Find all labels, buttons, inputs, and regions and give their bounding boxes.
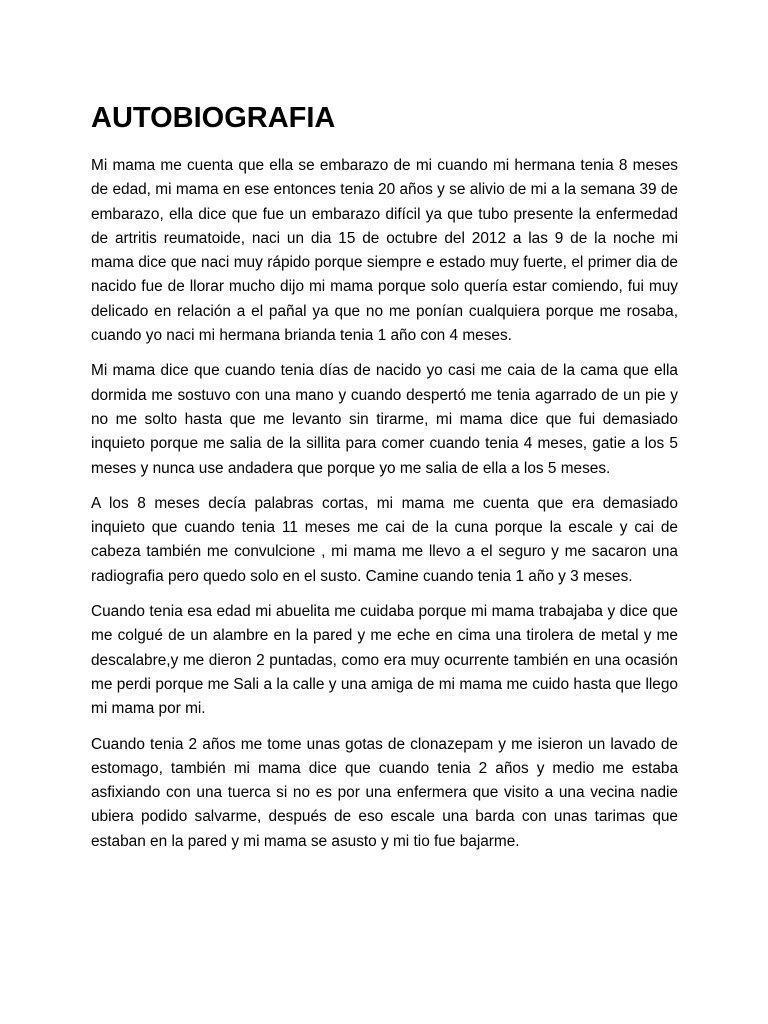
paragraph: A los 8 meses decía palabras cortas, mi mama me cuenta que era demasiado inquieto que cuando tenia 11 meses me cai de la cuna porque la escale y cai de cabeza también me convulcione , mi mama me llevo a el seguro y me sacaron una radiografia pero quedo solo en el susto. Camine cuando tenia 1 año y 3 meses. <box>91 494 678 585</box>
document-title: AUTOBIOGRAFIA <box>91 102 336 134</box>
paragraph: Cuando tenia esa edad mi abuelita me cuidaba porque mi mama trabajaba y dice que me colgué de un alambre en la pared y me eche en cima una tirolera de metal y me descalabre,y me dieron 2 puntadas, como era muy ocurrente también en una ocasión me perdi porque me Sali a la calle y una amiga de mi mama me cuido hasta que llego mi mama por mi. <box>91 603 678 718</box>
document-page <box>91 96 678 865</box>
paragraph: Mi mama dice que cuando tenia días de nacido yo casi me caia de la cama que ella dormida me sostuvo con una mano y cuando despertó me tenia agarrado de un pie y no me solto hasta que me levanto sin tirarme, mi mama dice que fui demasiado inquieto porque me salia de la sillita para comer cuando tenia 4 meses, gatie a los 5 meses y nunca use andadera que porque yo me salia de ella a los 5 meses. <box>91 362 678 477</box>
paragraph: Cuando tenia 2 años me tome unas gotas de clonazepam y me isieron un lavado de estomago, también mi mama dice que cuando tenia 2 años y medio me estaba asfixiando con una tuerca si no es por una enfermera que visito a una vecina nadie ubiera podido salvarme, después de eso escale una barda con unas tarimas que estaban en la pared y mi mama se asusto y mi tio fue bajarme. <box>91 735 678 850</box>
paragraph: Mi mama me cuenta que ella se embarazo de mi cuando mi hermana tenia 8 meses de edad, mi mama en ese entonces tenia 20 años y se alivio de mi a la semana 39 de embarazo, ella dice que fue un embarazo difícil ya que tubo presente la enfermedad de artritis reumatoide, naci un dia 15 de octubre del 2012 a las 9 de la noche mi mama dice que naci muy rápido porque siempre e estado muy fuerte, el primer dia de nacido fue de llorar mucho dijo mi mama porque solo quería estar comiendo, fui muy delicado en relación a el pañal ya que no me ponían cualquiera porque me rosaba, cuando yo naci mi hermana brianda tenia 1 año con 4 meses. <box>91 157 678 345</box>
